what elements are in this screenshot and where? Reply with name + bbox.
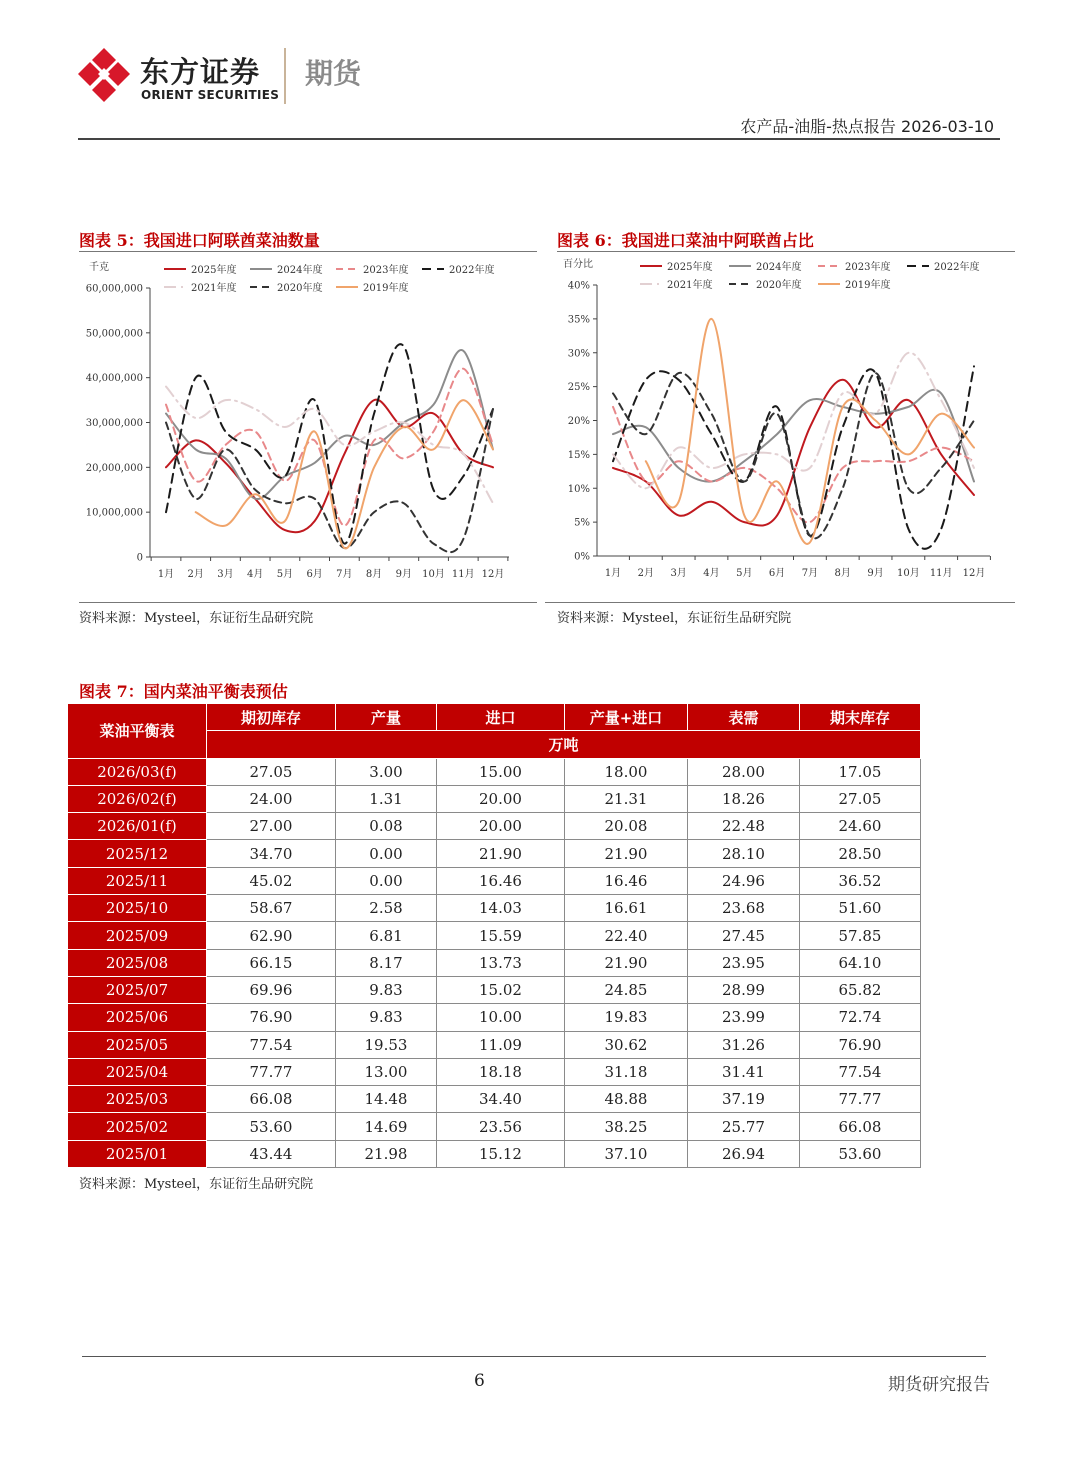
- table-cell: 18.00: [565, 758, 688, 785]
- table-cell: 34.40: [437, 1086, 565, 1113]
- table-cell: 22.48: [688, 813, 800, 840]
- y-unit-label: 百分比: [563, 259, 593, 270]
- column-header: 进口: [437, 704, 565, 731]
- table-cell: 26.94: [688, 1140, 800, 1167]
- x-tick-label: 2月: [637, 568, 655, 579]
- table-cell: 20.08: [565, 813, 688, 840]
- table-cell: 24.85: [565, 976, 688, 1003]
- row-period-label: 2025/12: [68, 840, 207, 867]
- table-cell: 37.10: [565, 1140, 688, 1167]
- table-row: [68, 949, 921, 976]
- legend-entry: 2020年度: [756, 280, 802, 291]
- row-period-label: 2025/08: [68, 949, 207, 976]
- table7-title: 图表 7：国内菜油平衡表预估: [79, 682, 288, 701]
- x-tick-label: 4月: [703, 568, 720, 579]
- x-tick-label: 1月: [157, 569, 175, 580]
- table-cell: 28.10: [688, 840, 800, 867]
- row-period-label: 2025/05: [68, 1031, 207, 1058]
- brand-name-en: ORIENT SECURITIES: [141, 88, 280, 102]
- x-tick-label: 3月: [217, 569, 234, 580]
- row-period-label: 2025/06: [68, 1004, 207, 1031]
- series-line: [613, 366, 974, 549]
- table-cell: 17.05: [800, 758, 921, 785]
- table-row: [68, 1140, 921, 1167]
- row-period-label: 2026/02(f): [68, 785, 207, 812]
- table-cell: 19.83: [565, 1004, 688, 1031]
- brand-divider: [284, 48, 286, 104]
- table-cell: 19.53: [336, 1031, 437, 1058]
- x-tick-label: 11月: [929, 568, 953, 579]
- y-tick-label: 40%: [567, 280, 590, 292]
- legend-entry: 2019年度: [363, 283, 409, 294]
- table-cell: 14.48: [336, 1086, 437, 1113]
- table-cell: 27.45: [688, 922, 800, 949]
- y-tick-label: 40,000,000: [85, 373, 143, 385]
- y-tick-label: 5%: [574, 517, 590, 529]
- y-tick-label: 0: [136, 552, 143, 564]
- x-tick-label: 4月: [246, 569, 264, 580]
- legend-entry: 2025年度: [667, 262, 713, 273]
- chart5-bottom-rule: [79, 602, 537, 603]
- table-cell: 16.61: [565, 895, 688, 922]
- table-cell: 69.96: [207, 976, 336, 1003]
- table-cell: 72.74: [800, 1004, 921, 1031]
- table-cell: 28.00: [688, 758, 800, 785]
- table-cell: 30.62: [565, 1031, 688, 1058]
- table-cell: 13.00: [336, 1058, 437, 1085]
- table-cell: 25.77: [688, 1113, 800, 1140]
- table-cell: 27.05: [207, 758, 336, 785]
- column-header: 产量: [336, 704, 437, 731]
- table-cell: 53.60: [207, 1113, 336, 1140]
- table-row: [68, 1031, 921, 1058]
- table-cell: 76.90: [207, 1004, 336, 1031]
- table-cell: 20.00: [437, 785, 565, 812]
- report-category-date: 农产品-油脂-热点报告 2026-03-10: [740, 117, 994, 136]
- table-row: [68, 1086, 921, 1113]
- table-cell: 22.40: [565, 922, 688, 949]
- table-cell: 8.17: [336, 949, 437, 976]
- table-cell: 24.00: [207, 785, 336, 812]
- table-cell: 6.81: [336, 922, 437, 949]
- column-header: 期末库存: [800, 704, 921, 731]
- legend-entry: 2023年度: [363, 265, 409, 276]
- row-period-label: 2025/03: [68, 1086, 207, 1113]
- table-cell: 28.50: [800, 840, 921, 867]
- table-cell: 15.00: [437, 758, 565, 785]
- series-line: [166, 344, 493, 543]
- legend-entry: 2025年度: [191, 265, 237, 276]
- table-cell: 48.88: [565, 1086, 688, 1113]
- table-cell: 10.00: [437, 1004, 565, 1031]
- table-cell: 14.03: [437, 895, 565, 922]
- table-cell: 16.46: [565, 867, 688, 894]
- table-row: [68, 922, 921, 949]
- table-cell: 23.95: [688, 949, 800, 976]
- table-cell: 77.54: [207, 1031, 336, 1058]
- chart6-plot: [545, 252, 1015, 600]
- y-tick-label: 15%: [567, 449, 590, 461]
- footer-label: 期货研究报告: [888, 1375, 990, 1395]
- table-cell: 77.54: [800, 1058, 921, 1085]
- unit-header: 万吨: [207, 731, 921, 758]
- table-row: [68, 813, 921, 840]
- legend-entry: 2021年度: [191, 283, 237, 294]
- table-cell: 15.59: [437, 922, 565, 949]
- column-header: 期初库存: [207, 704, 336, 731]
- table-cell: 21.98: [336, 1140, 437, 1167]
- table-cell: 36.52: [800, 867, 921, 894]
- table-row: [68, 1113, 921, 1140]
- x-tick-label: 6月: [768, 568, 786, 579]
- orient-securities-logo-icon: [78, 48, 130, 104]
- table-cell: 21.90: [565, 840, 688, 867]
- x-tick-label: 10月: [896, 568, 920, 579]
- table-row: [68, 867, 921, 894]
- x-tick-label: 10月: [422, 569, 445, 580]
- row-period-label: 2025/11: [68, 867, 207, 894]
- x-tick-label: 11月: [451, 569, 475, 580]
- table-cell: 21.90: [437, 840, 565, 867]
- table-cell: 66.08: [800, 1113, 921, 1140]
- table-cell: 3.00: [336, 758, 437, 785]
- table-cell: 76.90: [800, 1031, 921, 1058]
- table-cell: 21.31: [565, 785, 688, 812]
- table-cell: 27.05: [800, 785, 921, 812]
- chart5-source: 资料来源：Mysteel，东证衍生品研究院: [79, 611, 314, 626]
- x-tick-label: 12月: [962, 568, 986, 579]
- footer-rule: [82, 1356, 986, 1357]
- table-row: [68, 758, 921, 785]
- table-row: [68, 1004, 921, 1031]
- row-period-label: 2025/04: [68, 1058, 207, 1085]
- row-period-label: 2025/09: [68, 922, 207, 949]
- table-cell: 0.00: [336, 867, 437, 894]
- y-tick-label: 30%: [567, 348, 590, 360]
- table-cell: 34.70: [207, 840, 336, 867]
- y-tick-label: 30,000,000: [85, 418, 143, 429]
- y-tick-label: 50,000,000: [85, 328, 143, 340]
- chart6-bottom-rule: [545, 602, 1015, 603]
- y-unit-label: 千克: [89, 262, 109, 273]
- table-cell: 16.46: [437, 867, 565, 894]
- table-cell: 31.41: [688, 1058, 800, 1085]
- x-tick-label: 3月: [670, 568, 687, 579]
- table-row: [68, 840, 921, 867]
- table-row: [68, 785, 921, 812]
- page-number: 6: [474, 1371, 485, 1391]
- row-period-label: 2025/10: [68, 895, 207, 922]
- x-tick-label: 7月: [801, 568, 819, 579]
- x-tick-label: 1月: [604, 568, 622, 579]
- division-label: 期货: [305, 57, 362, 90]
- rapeseed-oil-balance-table: [67, 703, 921, 1168]
- table-cell: 57.85: [800, 922, 921, 949]
- chart6-source: 资料来源：Mysteel，东证衍生品研究院: [557, 611, 792, 626]
- y-tick-label: 0%: [574, 551, 590, 563]
- table-cell: 21.90: [565, 949, 688, 976]
- legend-entry: 2023年度: [845, 262, 891, 273]
- table-cell: 38.25: [565, 1113, 688, 1140]
- row-period-label: 2025/01: [68, 1140, 207, 1167]
- chart5-title: 图表 5：我国进口阿联酋菜油数量: [79, 231, 320, 250]
- table-cell: 64.10: [800, 949, 921, 976]
- table-cell: 0.08: [336, 813, 437, 840]
- x-tick-label: 9月: [395, 569, 413, 580]
- x-tick-label: 2月: [187, 569, 204, 580]
- table-cell: 15.02: [437, 976, 565, 1003]
- table-row: [68, 976, 921, 1003]
- table-cell: 37.19: [688, 1086, 800, 1113]
- table-cell: 18.18: [437, 1058, 565, 1085]
- table-cell: 28.99: [688, 976, 800, 1003]
- chart6-title: 图表 6：我国进口菜油中阿联酋占比: [557, 231, 814, 250]
- table-cell: 27.00: [207, 813, 336, 840]
- row-period-label: 2026/03(f): [68, 758, 207, 785]
- y-tick-label: 20,000,000: [85, 462, 143, 474]
- table-row: [68, 895, 921, 922]
- table-cell: 23.99: [688, 1004, 800, 1031]
- table-cell: 23.56: [437, 1113, 565, 1140]
- chart5-plot: [79, 252, 537, 600]
- legend-entry: 2024年度: [756, 262, 802, 273]
- table-cell: 9.83: [336, 1004, 437, 1031]
- legend-entry: 2022年度: [449, 265, 495, 276]
- x-tick-label: 9月: [867, 568, 884, 579]
- table-cell: 77.77: [800, 1086, 921, 1113]
- y-tick-label: 20%: [567, 416, 590, 427]
- x-tick-label: 6月: [306, 569, 323, 580]
- row-period-label: 2025/02: [68, 1113, 207, 1140]
- table-cell: 1.31: [336, 785, 437, 812]
- y-tick-label: 35%: [567, 314, 590, 326]
- table-cell: 13.73: [437, 949, 565, 976]
- x-tick-label: 5月: [276, 569, 294, 580]
- table-cell: 2.58: [336, 895, 437, 922]
- row-period-label: 2025/07: [68, 976, 207, 1003]
- table-row: [68, 1058, 921, 1085]
- header-rule: [78, 138, 1000, 140]
- x-tick-label: 7月: [336, 569, 353, 580]
- table-cell: 24.60: [800, 813, 921, 840]
- legend-entry: 2019年度: [845, 280, 891, 291]
- table7-source: 资料来源：Mysteel，东证衍生品研究院: [79, 1177, 314, 1192]
- y-tick-label: 25%: [567, 382, 590, 394]
- table-cell: 20.00: [437, 813, 565, 840]
- table-cell: 14.69: [336, 1113, 437, 1140]
- row-period-label: 2026/01(f): [68, 813, 207, 840]
- legend-entry: 2021年度: [667, 280, 713, 291]
- y-tick-label: 10%: [567, 483, 590, 495]
- table-cell: 51.60: [800, 895, 921, 922]
- table-cell: 11.09: [437, 1031, 565, 1058]
- table-cell: 24.96: [688, 867, 800, 894]
- table-body: [68, 758, 921, 1167]
- legend-entry: 2020年度: [277, 283, 323, 294]
- table-cell: 62.90: [207, 922, 336, 949]
- table-cell: 45.02: [207, 867, 336, 894]
- table-cell: 65.82: [800, 976, 921, 1003]
- legend-entry: 2022年度: [934, 262, 980, 273]
- table-cell: 0.00: [336, 840, 437, 867]
- column-header: 表需: [688, 704, 800, 731]
- table-cell: 77.77: [207, 1058, 336, 1085]
- table-cell: 31.26: [688, 1031, 800, 1058]
- table-cell: 15.12: [437, 1140, 565, 1167]
- legend-entry: 2024年度: [277, 265, 323, 276]
- brand-name-cn: 东方证券: [140, 55, 261, 89]
- table-cell: 23.68: [688, 895, 800, 922]
- column-header: 产量+进口: [565, 704, 688, 731]
- table-cell: 43.44: [207, 1140, 336, 1167]
- x-tick-label: 8月: [365, 569, 383, 580]
- table-cell: 66.08: [207, 1086, 336, 1113]
- table-cell: 9.83: [336, 976, 437, 1003]
- x-tick-label: 8月: [834, 568, 851, 579]
- y-tick-label: 60,000,000: [85, 283, 143, 295]
- table-cell: 66.15: [207, 949, 336, 976]
- x-tick-label: 5月: [736, 568, 753, 579]
- table-cell: 53.60: [800, 1140, 921, 1167]
- series-line: [196, 400, 493, 548]
- x-tick-label: 12月: [481, 569, 505, 580]
- y-tick-label: 10,000,000: [85, 507, 143, 519]
- table-cell: 58.67: [207, 895, 336, 922]
- table-cell: 31.18: [565, 1058, 688, 1085]
- table-corner-header: 菜油平衡表: [68, 704, 207, 759]
- table-cell: 18.26: [688, 785, 800, 812]
